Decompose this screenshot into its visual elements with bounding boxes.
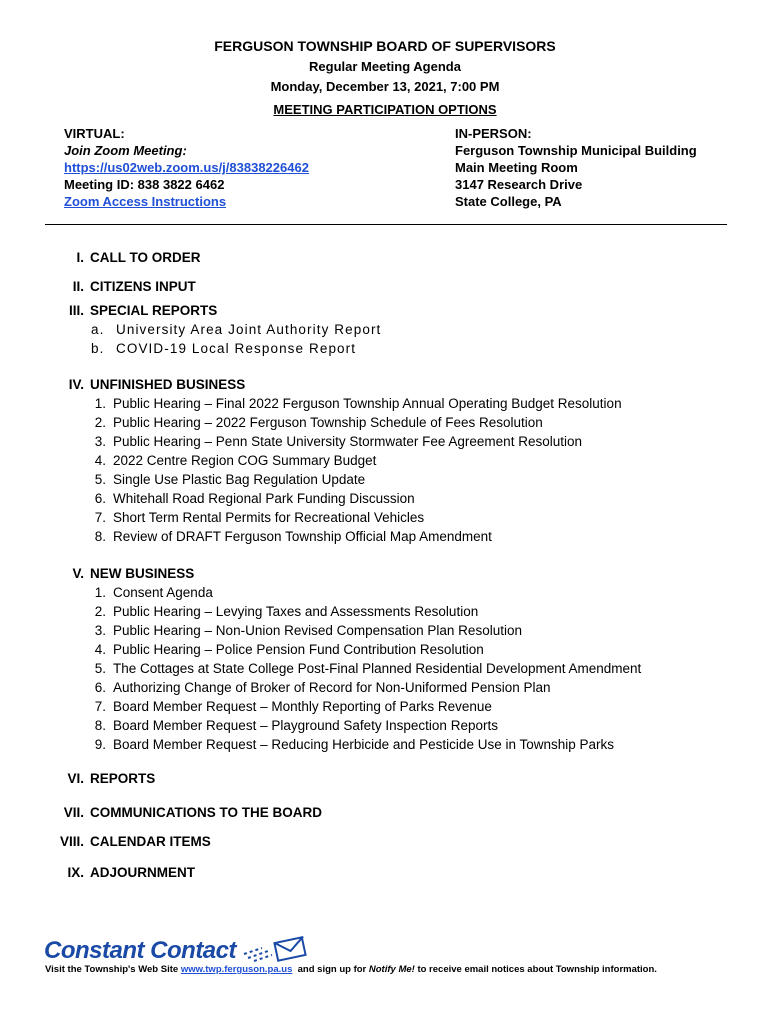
participation-heading: MEETING PARTICIPATION OPTIONS (273, 102, 497, 117)
section-number: VI. (67, 771, 84, 786)
list-item: 7. Board Member Request – Monthly Reporting of Parks Revenue (94, 699, 492, 714)
list-item: 2. Public Hearing – 2022 Ferguson Township Schedule of Fees Resolution (94, 415, 543, 430)
section-number: III. (68, 303, 84, 318)
footer-text: Visit the Township's Web Site www.twp.ferguson.pa.us and sign up for Notify Me! to receive email notices about Township information. (45, 964, 657, 975)
list-item: 5. The Cottages at State College Post-Final Planned Residential Development Amendment (94, 661, 642, 676)
list-item: 8. Review of DRAFT Ferguson Township Official Map Amendment (94, 529, 492, 544)
divider (45, 224, 727, 225)
list-item: 5. Single Use Plastic Bag Regulation Update (94, 472, 366, 487)
list-item: 4. 2022 Centre Region COG Summary Budget (94, 453, 377, 468)
virtual-block (64, 125, 309, 210)
list-item: 1. Public Hearing – Final 2022 Ferguson Township Annual Operating Budget Resolution (94, 396, 622, 411)
list-item: b. COVID-19 Local Response Report (91, 341, 357, 356)
section-communications (48, 805, 322, 820)
section-number: V. (72, 566, 84, 581)
section-number: VIII. (59, 834, 84, 849)
list-item: 8. Board Member Request – Playground Safety Inspection Reports (94, 718, 498, 733)
in-person-block (455, 125, 697, 210)
list-item: 6. Authorizing Change of Broker of Record for Non-Uniformed Pension Plan (94, 680, 551, 695)
list-item: 6. Whitehall Road Regional Park Funding Discussion (94, 491, 415, 506)
section-calendar-items (48, 834, 211, 849)
meeting-id: Meeting ID: 838 3822 6462 (64, 177, 225, 192)
section-number: I. (76, 250, 84, 265)
section-number: VII. (63, 805, 84, 820)
zoom-link[interactable]: https://us02web.zoom.us/j/83838226462 (64, 160, 309, 175)
section-number: IV. (68, 377, 84, 392)
new-business-list (88, 583, 641, 754)
section-number: II. (72, 279, 84, 294)
zoom-instructions-link[interactable]: Zoom Access Instructions (64, 194, 227, 209)
section-title: ADJOURNMENT (90, 865, 196, 880)
meeting-date: Monday, December 13, 2021, 7:00 PM (270, 79, 500, 94)
section-citizens-input (48, 279, 196, 294)
section-reports (48, 771, 155, 786)
list-item: 7. Short Term Rental Permits for Recreational Vehicles (94, 510, 425, 525)
virtual-heading: VIRTUAL: (64, 126, 125, 141)
join-zoom-label: Join Zoom Meeting: (64, 143, 187, 158)
section-title: UNFINISHED BUSINESS (90, 377, 246, 392)
section-unfinished-business (48, 377, 245, 392)
unfinished-business-list (88, 394, 622, 546)
page-subtitle: Regular Meeting Agenda (309, 59, 461, 74)
in-person-line: Main Meeting Room (455, 160, 578, 175)
constant-contact-logo[interactable] (44, 934, 312, 965)
section-title: REPORTS (90, 771, 156, 786)
list-item: 1. Consent Agenda (94, 585, 213, 600)
section-special-reports (48, 303, 217, 318)
list-item: 3. Public Hearing – Penn State University Stormwater Fee Agreement Resolution (94, 434, 582, 449)
section-title: CALENDAR ITEMS (90, 834, 211, 849)
list-item: a. University Area Joint Authority Report (91, 322, 382, 337)
in-person-line: State College, PA (455, 194, 562, 209)
section-title: SPECIAL REPORTS (90, 303, 218, 318)
in-person-heading: IN-PERSON: (455, 126, 532, 141)
section-adjournment (48, 865, 195, 880)
notify-me-text: Notify Me! (368, 964, 415, 975)
section-call-to-order (48, 250, 201, 265)
logo-text: Constant Contact (44, 937, 236, 964)
section-title: CALL TO ORDER (90, 250, 201, 265)
list-item: 3. Public Hearing – Non-Union Revised Compensation Plan Resolution (94, 623, 522, 638)
envelope-icon (242, 934, 312, 962)
section-title: NEW BUSINESS (90, 566, 195, 581)
list-item: 2. Public Hearing – Levying Taxes and Assessments Resolution (94, 604, 479, 619)
list-item: 4. Public Hearing – Police Pension Fund Contribution Resolution (94, 642, 484, 657)
section-title: CITIZENS INPUT (90, 279, 196, 294)
in-person-line: 3147 Research Drive (455, 177, 583, 192)
section-title: COMMUNICATIONS TO THE BOARD (90, 805, 322, 820)
in-person-line: Ferguson Township Municipal Building (455, 143, 697, 158)
section-number: IX. (67, 865, 84, 880)
township-website-link[interactable]: www.twp.ferguson.pa.us (180, 964, 293, 975)
section-new-business (48, 566, 194, 581)
page-title: FERGUSON TOWNSHIP BOARD OF SUPERVISORS (214, 38, 556, 54)
special-reports-list (91, 320, 381, 358)
list-item: 9. Board Member Request – Reducing Herbicide and Pesticide Use in Township Parks (94, 737, 615, 752)
